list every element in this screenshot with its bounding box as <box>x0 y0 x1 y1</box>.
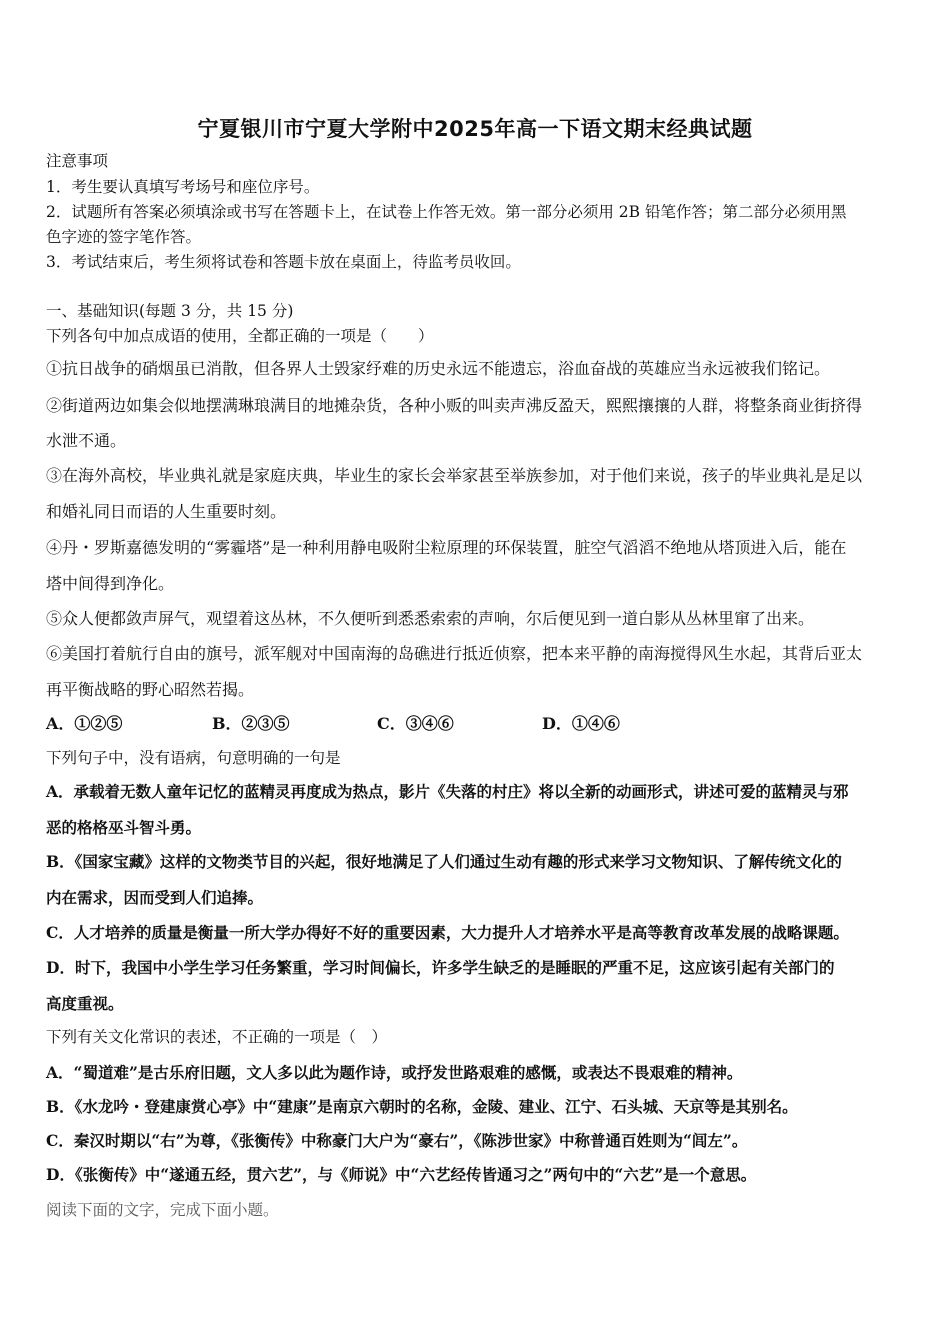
option-line: D．时下，我国中小学生学习任务繁重，学习时间偏长，许多学生缺乏的是睡眠的严重不足，这应该引起有关部门的 <box>46 958 835 977</box>
notice-item: 3．考试结束后，考生须将试卷和答题卡放在桌面上，待监考员收回。 <box>46 253 521 271</box>
section-heading: 一、基础知识(每题 3 分，共 15 分) <box>46 302 294 320</box>
notice-item: 1．考生要认真填写考场号和座位序号。 <box>46 178 320 196</box>
notice-heading: 注意事项 <box>46 152 109 170</box>
option-c[interactable]: C．③④⑥ <box>377 714 454 733</box>
question-line: ②街道两边如集会似地摆满琳琅满目的地摊杂货，各种小贩的叫卖声沸反盈天，熙熙攘攘的人群，将整条商业街挤得 <box>46 396 863 415</box>
option-line: B．《水龙吟・登建康赏心亭》中“建康”是南京六朝时的名称，金陵、建业、江宁、石头城、天京等是其别名。 <box>46 1097 798 1116</box>
option-line: D．《张衡传》中“遂通五经，贯六艺”，与《师说》中“六艺经传皆通习之”两句中的“六艺”是一个意思。 <box>46 1165 757 1184</box>
question-line: ⑥美国打着航行自由的旗号，派军舰对中国南海的岛礁进行抵近侦察，把本来平静的南海搅得风生水起，其背后亚太 <box>46 644 863 663</box>
question-line: ⑤众人便都敛声屏气，观望着这丛林，不久便听到悉悉索索的声响，尔后便见到一道白影从丛林里窜了出来。 <box>46 609 815 628</box>
question-line: 塔中间得到净化。 <box>46 574 175 593</box>
question-line: 再平衡战略的野心昭然若揭。 <box>46 680 255 699</box>
option-line: C．人才培养的质量是衡量一所大学办得好不好的重要因素，大力提升人才培养水平是高等教育改革发展的战略课题。 <box>46 923 849 942</box>
question-line: 水泄不通。 <box>46 431 127 450</box>
question-line: 和婚礼同日而语的人生重要时刻。 <box>46 502 287 521</box>
option-line: 高度重视。 <box>46 994 124 1013</box>
notice-item: 色字迹的签字笔作答。 <box>46 228 202 246</box>
question-line: ①抗日战争的硝烟虽已消散，但各界人士毁家纾难的历史永远不能遗忘，浴血奋战的英雄应当永远被我们铭记。 <box>46 359 831 378</box>
question-line: ③在海外高校，毕业典礼就是家庭庆典，毕业生的家长会举家甚至举族参加，对于他们来说，孩子的毕业典礼是足以 <box>46 466 863 485</box>
page-title: 宁夏银川市宁夏大学附中2025年高一下语文期末经典试题 <box>197 117 753 141</box>
question-stem: 下列句子中，没有语病，句意明确的一句是 <box>46 749 341 767</box>
option-line: 内在需求，因而受到人们追捧。 <box>46 888 264 907</box>
notice-item: 2．试题所有答案必须填涂或书写在答题卡上，在试卷上作答无效。第一部分必须用 2B 铅笔作答；第二部分必须用黑 <box>46 203 847 221</box>
option-line: B．《国家宝藏》这样的文物类节目的兴起，很好地满足了人们通过生动有趣的形式来学习文物知识、了解传统文化的 <box>46 852 842 871</box>
option-line: A．“蜀道难”是古乐府旧题，文人多以此为题作诗，或抒发世路艰难的感慨，或表达不畏艰难的精神。 <box>46 1063 743 1082</box>
question-stem: 下列各句中加点成语的使用，全都正确的一项是（ ） <box>46 327 434 345</box>
question-stem: 下列有关文化常识的表述，不正确的一项是（ ） <box>46 1028 388 1046</box>
option-b[interactable]: B．②③⑤ <box>212 714 290 733</box>
option-line: 恶的格格巫斗智斗勇。 <box>46 818 202 837</box>
option-line: C．秦汉时期以“右”为尊，《张衡传》中称豪门大户为“豪右”，《陈涉世家》中称普通百姓则为“闾左”。 <box>46 1131 748 1150</box>
reading-prompt: 阅读下面的文字，完成下面小题。 <box>46 1201 279 1219</box>
option-line: A．承载着无数人童年记忆的蓝精灵再度成为热点，影片《失落的村庄》将以全新的动画形式，讲述可爱的蓝精灵与邪 <box>46 782 849 801</box>
question-line: ④丹・罗斯嘉德发明的“雾霾塔”是一种利用静电吸附尘粒原理的环保装置，脏空气滔滔不绝地从塔顶进入后，能在 <box>46 538 847 557</box>
option-a[interactable]: A．①②⑤ <box>46 714 123 733</box>
option-d[interactable]: D．①④⑥ <box>542 714 620 733</box>
